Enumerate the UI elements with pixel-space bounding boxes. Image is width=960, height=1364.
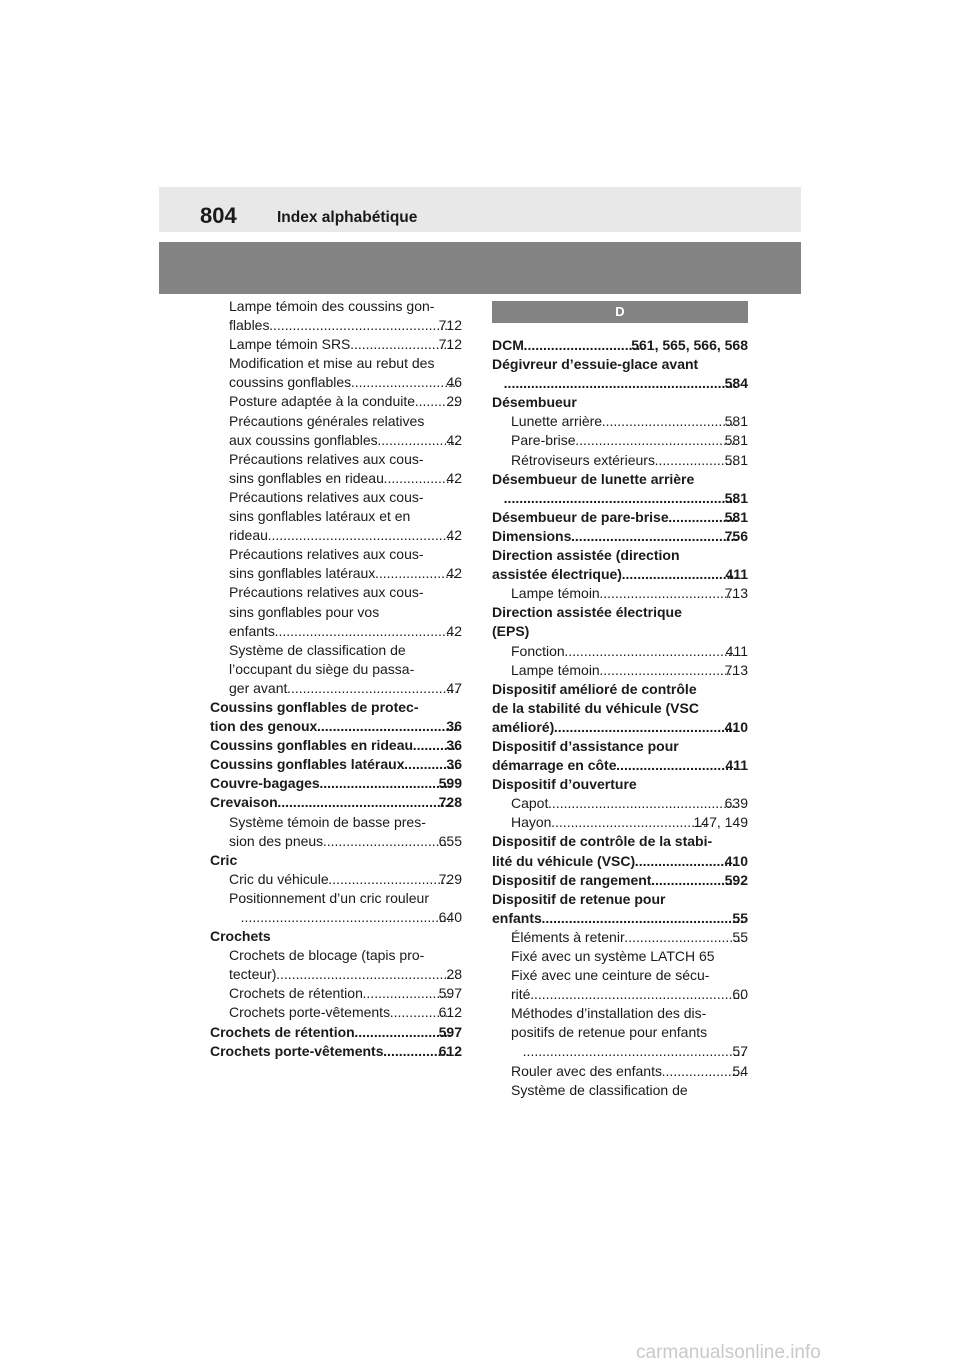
- entry-term: DCM: [492, 337, 524, 353]
- page-reference: 36: [446, 737, 462, 754]
- page-reference: 728: [438, 794, 462, 811]
- dot-leader: [523, 1042, 744, 1061]
- entry-line: Dispositif amélioré de contrôle: [492, 680, 697, 697]
- index-entry: [511, 661, 748, 680]
- index-entry: [229, 583, 462, 640]
- dot-leader: [323, 832, 450, 851]
- entry-term: Couvre-bagages: [210, 775, 320, 792]
- entry-term: Lunette arrière: [511, 413, 603, 430]
- entry-line: Cric: [210, 851, 238, 868]
- dot-leader: [241, 908, 451, 927]
- entry-line: sins gonflables latéraux et en: [229, 508, 411, 525]
- index-entry: [229, 870, 462, 889]
- entry-line: de la stabilité du véhicule (VSC: [492, 699, 699, 716]
- entry-line: Positionnement d’un cric rouleur: [229, 889, 429, 906]
- index-entry: [210, 927, 462, 946]
- entry-line: Coussins gonflables de protec-: [210, 698, 419, 715]
- page-reference: 411: [725, 642, 748, 659]
- page-reference: 584: [724, 375, 748, 392]
- page-reference: 36: [446, 756, 462, 773]
- entry-term: Lampe témoin: [511, 585, 600, 602]
- entry-term: Coussins gonflables latéraux: [210, 756, 405, 773]
- dot-leader: [530, 985, 744, 1004]
- page-reference: 46: [446, 374, 462, 391]
- dot-leader: [504, 374, 737, 393]
- entry-line: positifs de retenue pour enfants: [511, 1024, 708, 1041]
- index-entry: [210, 793, 462, 812]
- entry-term: Rétroviseurs extérieurs: [511, 451, 655, 468]
- dot-leader: [287, 679, 458, 698]
- entry-term: Capot: [511, 795, 549, 812]
- index-entry: [210, 851, 462, 870]
- dot-leader: [278, 793, 451, 812]
- dot-leader: [320, 774, 451, 793]
- page-reference: 712: [438, 336, 462, 353]
- dot-leader: [329, 870, 451, 889]
- index-entry: [229, 335, 462, 354]
- page-reference: 57: [732, 1043, 748, 1060]
- index-entry: [210, 755, 462, 774]
- entry-line: Dispositif de contrôle de la stabi-: [492, 833, 713, 850]
- page-reference: 713: [724, 661, 748, 678]
- page-reference: 713: [724, 585, 748, 602]
- index-entry: [210, 1023, 462, 1042]
- index-entry: [492, 737, 748, 775]
- entry-line: (EPS): [492, 623, 530, 640]
- entry-term: Posture adaptée à la conduite: [229, 393, 416, 410]
- index-entry: [229, 412, 462, 450]
- entry-line: sins gonflables pour vos: [229, 603, 380, 620]
- entry-term: tion des genoux: [210, 718, 318, 735]
- entry-term: coussins gonflables: [229, 374, 352, 391]
- left-index-column: [210, 297, 462, 1061]
- dot-leader: [565, 642, 738, 661]
- index-entry: [492, 470, 748, 508]
- page-reference: 655: [438, 832, 462, 849]
- entry-term: sion des pneus: [229, 832, 324, 849]
- index-entry: [492, 871, 748, 890]
- index-entry: [229, 813, 462, 851]
- entry-line: Précautions relatives aux cous-: [229, 584, 424, 601]
- dot-leader: [576, 431, 737, 450]
- page-reference: 581: [724, 432, 748, 449]
- entry-term: Fonction: [511, 642, 565, 659]
- index-entry: [229, 545, 462, 583]
- page-reference: 54: [732, 1062, 748, 1079]
- index-entry: [511, 966, 748, 1004]
- entry-line: Désembueur de lunette arrière: [492, 470, 695, 487]
- index-entry: [210, 1042, 462, 1061]
- page-reference: 36: [446, 718, 462, 735]
- dot-leader: [617, 756, 738, 775]
- entry-term: Désembueur de pare-brise: [492, 508, 669, 525]
- index-entry: [511, 794, 748, 813]
- dot-leader: [268, 526, 459, 545]
- page-reference: 592: [724, 871, 748, 888]
- page-reference: 147, 149: [693, 814, 748, 831]
- index-entry: [511, 412, 748, 431]
- entry-line: l’occupant du siège du passa-: [229, 660, 415, 677]
- dot-leader: [635, 852, 737, 871]
- page-reference: 597: [438, 1023, 462, 1040]
- page-reference: 411: [725, 757, 748, 774]
- entry-line: Désembueur: [492, 394, 577, 411]
- index-entry: [492, 890, 748, 928]
- entry-term: rideau: [229, 527, 268, 544]
- page-title: Index alphabétique: [277, 209, 418, 226]
- entry-term: Lampe témoin SRS: [229, 336, 351, 353]
- section-letter-bar: D: [492, 301, 748, 323]
- entry-line: Direction assistée électrique: [492, 604, 682, 621]
- entry-term: démarrage en côte: [492, 757, 617, 774]
- index-entry: [229, 354, 462, 392]
- dot-leader: [551, 813, 705, 832]
- index-entry: [210, 698, 462, 736]
- index-entry: [511, 431, 748, 450]
- index-entry: [492, 336, 748, 355]
- page-reference: 729: [438, 870, 462, 887]
- index-entry: [511, 813, 748, 832]
- entry-line: Dispositif de retenue pour: [492, 890, 666, 907]
- index-entry: [492, 546, 748, 584]
- entry-term: Éléments à retenir: [511, 928, 625, 945]
- page-reference: 42: [446, 622, 462, 639]
- entry-term: Coussins gonflables en rideau: [210, 737, 414, 754]
- entry-term: Rouler avec des enfants: [511, 1062, 662, 1079]
- entry-line: Système de classification de: [229, 641, 406, 658]
- index-entry: [492, 527, 748, 546]
- dot-leader: [651, 871, 736, 890]
- watermark: carmanualsonline.info: [636, 1342, 821, 1363]
- dot-leader: [350, 335, 450, 354]
- page-reference: 612: [438, 1042, 462, 1059]
- entry-term: amélioré): [492, 718, 555, 735]
- entry-line: Précautions relatives aux cous-: [229, 450, 424, 467]
- entry-line: Fixé avec un système LATCH 65: [511, 948, 715, 964]
- index-entry: [511, 451, 748, 470]
- page-reference: 581: [724, 413, 748, 430]
- index-entry: [229, 1003, 462, 1022]
- index-entry: [511, 928, 748, 947]
- page-reference: 42: [446, 431, 462, 448]
- page-reference: 55: [732, 928, 748, 945]
- page-reference: 55: [732, 909, 748, 926]
- page-number: 804: [200, 203, 237, 228]
- page-reference: 28: [446, 966, 462, 983]
- entry-term: Hayon: [511, 814, 552, 831]
- entry-term: Crochets de rétention: [210, 1023, 355, 1040]
- index-entry: [492, 680, 748, 737]
- page-reference: 29: [446, 393, 462, 410]
- index-entry: [492, 393, 748, 412]
- entry-term: Dispositif de rangement: [492, 871, 652, 888]
- index-entry: [229, 946, 462, 984]
- index-entry: [229, 488, 462, 545]
- page-reference: 47: [446, 679, 462, 696]
- page-reference: 410: [724, 718, 748, 735]
- dot-leader: [554, 718, 736, 737]
- entry-term: aux coussins gonflables: [229, 431, 378, 448]
- page-reference: 597: [438, 985, 462, 1002]
- entry-line: Direction assistée (direction: [492, 547, 680, 564]
- entry-term: Dimensions: [492, 527, 572, 544]
- page-reference: 640: [438, 909, 462, 925]
- entry-line: Lampe témoin des coussins gon-: [229, 298, 435, 314]
- entry-term: Pare-brise: [511, 432, 576, 449]
- index-entry: [511, 1062, 748, 1081]
- entry-line: Crochets de blocage (tapis pro-: [229, 947, 425, 964]
- page-reference: 410: [724, 852, 748, 869]
- dot-leader: [276, 965, 458, 984]
- dot-leader: [548, 794, 736, 813]
- entry-line: Système témoin de basse pres-: [229, 813, 426, 830]
- dot-leader: [602, 412, 737, 431]
- dot-leader: [542, 909, 745, 928]
- entry-term: rité: [511, 986, 531, 1003]
- dot-leader: [625, 928, 745, 947]
- index-entry: [492, 775, 748, 794]
- page-reference: 42: [446, 527, 462, 544]
- dot-leader: [622, 565, 737, 584]
- entry-term: ger avant: [229, 679, 288, 696]
- entry-term: Crevaison: [210, 794, 278, 811]
- index-entry: [229, 450, 462, 488]
- entry-line: Dispositif d’assistance pour: [492, 737, 679, 754]
- index-entry: [492, 508, 748, 527]
- dot-leader: [571, 527, 736, 546]
- page-reference: 612: [438, 1004, 462, 1021]
- index-entry: [492, 603, 748, 641]
- dot-leader: [275, 622, 458, 641]
- entry-term: flables: [229, 317, 270, 334]
- dot-leader: [600, 584, 737, 603]
- page-reference: 581: [724, 451, 748, 468]
- dot-leader: [351, 373, 458, 392]
- entry-line: Modification et mise au rebut des: [229, 355, 435, 372]
- page-reference: 599: [438, 775, 462, 792]
- entry-line: Dégivreur d’essuie-glace avant: [492, 356, 699, 373]
- entry-term: Lampe témoin: [511, 661, 600, 678]
- page-reference: 639: [724, 795, 748, 812]
- index-entry: [492, 355, 748, 393]
- index-entry: [511, 947, 748, 966]
- page-header: [159, 187, 801, 232]
- dot-leader: [504, 489, 737, 508]
- dot-leader: [524, 336, 643, 355]
- page-reference: 581: [724, 508, 748, 525]
- page-reference: 411: [725, 566, 748, 583]
- entry-term: Crochets porte-vêtements: [229, 1004, 391, 1021]
- entry-term: Crochets porte-vêtements: [210, 1042, 384, 1059]
- index-entry: [511, 584, 748, 603]
- dot-leader: [269, 316, 450, 335]
- page-reference: 581: [724, 489, 748, 506]
- entry-line: Précautions relatives aux cous-: [229, 546, 424, 563]
- page-reference: 60: [732, 986, 748, 1003]
- index-entry: [229, 984, 462, 1003]
- entry-term: tecteur): [229, 966, 277, 983]
- entry-term: lité du véhicule (VSC): [492, 852, 636, 869]
- entry-term: enfants: [492, 909, 542, 926]
- page-reference: 42: [446, 469, 462, 486]
- dot-leader: [363, 984, 451, 1003]
- entry-term: Cric du véhicule: [229, 870, 329, 887]
- entry-line: Précautions générales relatives: [229, 412, 425, 429]
- index-entry: [229, 889, 462, 927]
- entry-term: sins gonflables en rideau: [229, 469, 384, 486]
- page-reference: 561, 565, 566, 568: [631, 337, 748, 353]
- index-entry: [492, 832, 748, 870]
- entry-line: Précautions relatives aux cous-: [229, 488, 424, 505]
- entry-line: Crochets: [210, 928, 271, 945]
- entry-line: Dispositif d’ouverture: [492, 776, 637, 793]
- entry-term: Crochets de rétention: [229, 985, 363, 1002]
- index-entry: [511, 1081, 748, 1100]
- index-entry: [229, 641, 462, 698]
- index-entry: [229, 392, 462, 411]
- dot-leader: [600, 661, 737, 680]
- dot-leader: [317, 717, 458, 736]
- entry-line: Fixé avec une ceinture de sécu-: [511, 967, 710, 984]
- index-entry: [511, 642, 748, 661]
- index-entry: [210, 774, 462, 793]
- index-entry: [511, 1004, 748, 1061]
- entry-line: Méthodes d’installation des dis-: [511, 1005, 707, 1022]
- index-entry: [210, 736, 462, 755]
- dot-leader: [355, 1023, 451, 1042]
- entry-term: enfants: [229, 622, 275, 639]
- page-reference: 42: [446, 565, 462, 582]
- index-entry: [229, 297, 462, 335]
- page-reference: 756: [724, 527, 748, 544]
- entry-term: sins gonflables latéraux: [229, 565, 376, 582]
- header-band: [159, 242, 801, 294]
- entry-line: Système de classification de: [511, 1081, 688, 1098]
- right-index-column: [492, 297, 748, 1100]
- page-reference: 712: [438, 317, 462, 334]
- entry-term: assistée électrique): [492, 566, 622, 583]
